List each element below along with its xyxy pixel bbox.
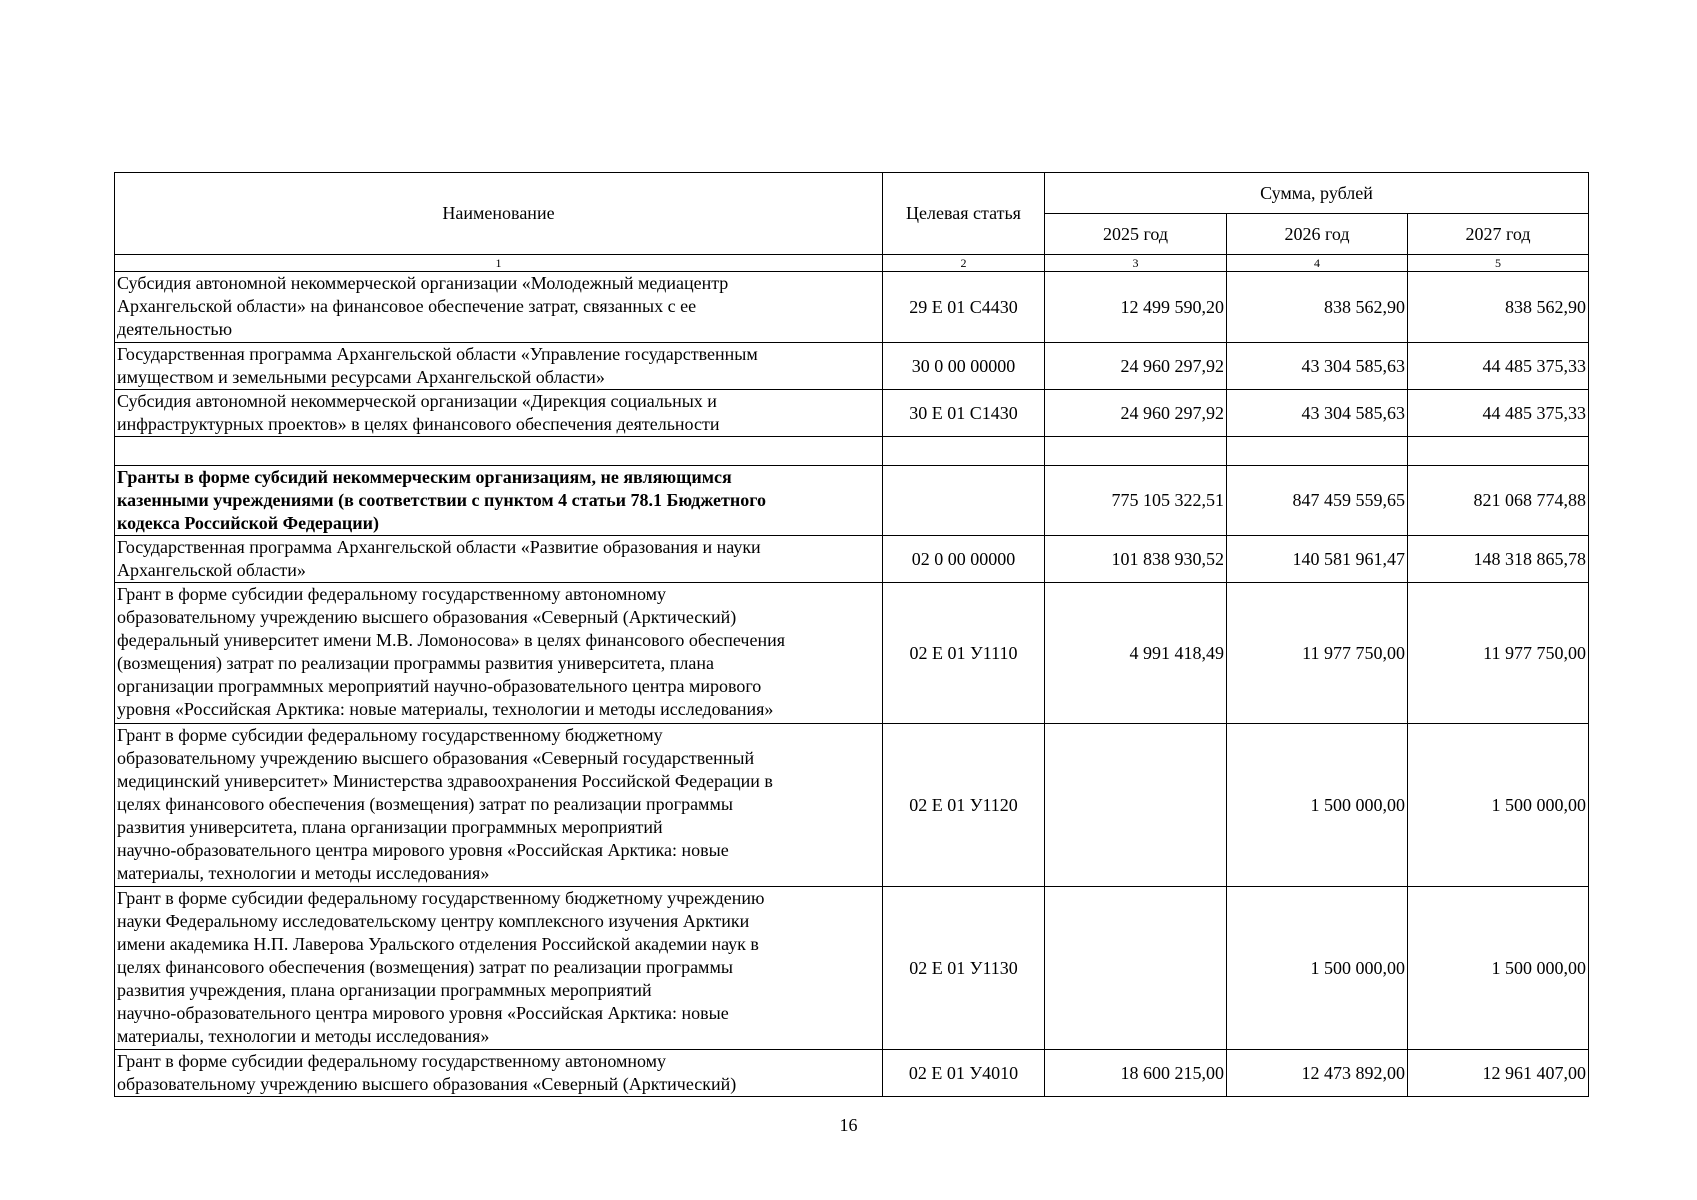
- row-amount-2026: 12 473 892,00: [1227, 1050, 1408, 1097]
- table-row: [115, 466, 1589, 536]
- row-name-line: кодекса Российской Федерации): [117, 513, 380, 533]
- column-number: 5: [1408, 255, 1589, 272]
- row-amount-2027: 12 961 407,00: [1408, 1050, 1589, 1097]
- row-name-line: Архангельской области» на финансовое обеспечение затрат, связанных с ее: [117, 296, 697, 316]
- row-amount-2027: 1 500 000,00: [1408, 887, 1589, 1050]
- row-amount-2026: 43 304 585,63: [1227, 390, 1408, 437]
- row-amount-2025: 775 105 322,51: [1045, 466, 1227, 536]
- column-number-row: [115, 255, 1589, 272]
- table-row-empty: [115, 437, 1589, 466]
- table-row: [115, 536, 1589, 583]
- row-amount-2025: 12 499 590,20: [1045, 272, 1227, 343]
- row-name: [115, 724, 883, 887]
- row-name-line: материалы, технологии и методы исследования»: [117, 863, 490, 883]
- row-name-line: имени академика Н.П. Лаверова Уральского отделения Российской академии наук в: [117, 934, 759, 954]
- header-year-2027: 2027 год: [1408, 214, 1589, 255]
- table-row: [115, 343, 1589, 390]
- row-name: [115, 466, 883, 536]
- budget-table: [114, 172, 1589, 1097]
- row-name-line: деятельностью: [117, 319, 233, 339]
- header-year-2025: 2025 год: [1045, 214, 1227, 255]
- row-name-line: Субсидия автономной некоммерческой организации «Молодежный медиацентр: [117, 273, 729, 293]
- row-name-line: Субсидия автономной некоммерческой организации «Дирекция социальных и: [117, 391, 717, 411]
- row-amount-2027: 44 485 375,33: [1408, 343, 1589, 390]
- row-amount-2027: 44 485 375,33: [1408, 390, 1589, 437]
- row-amount-2026: 1 500 000,00: [1227, 887, 1408, 1050]
- header-row-top: [115, 173, 1589, 214]
- row-name: [115, 343, 883, 390]
- row-amount-2025: [1045, 724, 1227, 887]
- row-name-line: Государственная программа Архангельской области «Управление государственным: [117, 344, 758, 364]
- row-amount-2027: 838 562,90: [1408, 272, 1589, 343]
- column-number: 4: [1227, 255, 1408, 272]
- row-code: 02 Е 01 У4010: [883, 1050, 1045, 1097]
- row-code: 02 Е 01 У1130: [883, 887, 1045, 1050]
- row-name-line: Государственная программа Архангельской области «Развитие образования и науки: [117, 537, 761, 557]
- row-name: [115, 390, 883, 437]
- row-name-line: Гранты в форме субсидий некоммерческим организациям, не являющимся: [117, 467, 732, 487]
- empty-cell: [1045, 437, 1227, 466]
- row-name-line: организации программных мероприятий научно-образовательного центра мирового: [117, 676, 762, 696]
- row-name-line: медицинский университет» Министерства здравоохранения Российской Федерации в: [117, 771, 773, 791]
- row-name-line: материалы, технологии и методы исследования»: [117, 1026, 490, 1046]
- row-amount-2025: 24 960 297,92: [1045, 343, 1227, 390]
- row-code: 02 Е 01 У1110: [883, 583, 1045, 724]
- row-name-line: инфраструктурных проектов» в целях финансового обеспечения деятельности: [117, 414, 720, 434]
- table-row: [115, 724, 1589, 887]
- empty-cell: [1408, 437, 1589, 466]
- header-sum: Сумма, рублей: [1045, 173, 1589, 214]
- row-code: 30 0 00 00000: [883, 343, 1045, 390]
- row-amount-2027: 148 318 865,78: [1408, 536, 1589, 583]
- row-name-line: казенными учреждениями (в соответствии с пунктом 4 статьи 78.1 Бюджетного: [117, 490, 766, 510]
- row-name-line: целях финансового обеспечения (возмещения) затрат по реализации программы: [117, 794, 733, 814]
- row-name-line: научно-образовательного центра мирового уровня «Российская Арктика: новые: [117, 840, 729, 860]
- row-code: 02 0 00 00000: [883, 536, 1045, 583]
- column-number: 1: [115, 255, 883, 272]
- empty-cell: [883, 437, 1045, 466]
- row-name-line: развития университета, плана организации программных мероприятий: [117, 817, 663, 837]
- row-code: [883, 466, 1045, 536]
- row-name-line: образовательному учреждению высшего образования «Северный (Арктический): [117, 607, 737, 627]
- row-name: [115, 583, 883, 724]
- row-name-line: (возмещения) затрат по реализации программы развития университета, плана: [117, 653, 715, 673]
- row-amount-2025: 24 960 297,92: [1045, 390, 1227, 437]
- row-name-line: образовательному учреждению высшего образования «Северный (Арктический): [117, 1074, 737, 1094]
- row-name-line: уровня «Российская Арктика: новые материалы, технологии и методы исследования»: [117, 699, 774, 719]
- column-number: 3: [1045, 255, 1227, 272]
- row-name-line: Грант в форме субсидии федеральному государственному автономному: [117, 584, 667, 604]
- row-amount-2027: 1 500 000,00: [1408, 724, 1589, 887]
- row-amount-2027: 821 068 774,88: [1408, 466, 1589, 536]
- row-name-line: имуществом и земельными ресурсами Архангельской области»: [117, 367, 605, 387]
- row-amount-2025: 18 600 215,00: [1045, 1050, 1227, 1097]
- row-name-line: развития учреждения, плана организации программных мероприятий: [117, 980, 652, 1000]
- row-amount-2025: [1045, 887, 1227, 1050]
- column-number: 2: [883, 255, 1045, 272]
- row-name-line: целях финансового обеспечения (возмещения) затрат по реализации программы: [117, 957, 733, 977]
- row-amount-2026: 140 581 961,47: [1227, 536, 1408, 583]
- empty-cell: [115, 437, 883, 466]
- row-code: 29 Е 01 С4430: [883, 272, 1045, 343]
- row-amount-2026: 847 459 559,65: [1227, 466, 1408, 536]
- table-row: [115, 272, 1589, 343]
- row-code: 30 Е 01 С1430: [883, 390, 1045, 437]
- row-name-line: Грант в форме субсидии федеральному государственному бюджетному учреждению: [117, 888, 765, 908]
- row-name-line: образовательному учреждению высшего образования «Северный государственный: [117, 748, 755, 768]
- row-amount-2025: 4 991 418,49: [1045, 583, 1227, 724]
- table-row: [115, 1050, 1589, 1097]
- header-name: Наименование: [115, 173, 883, 255]
- row-name: [115, 1050, 883, 1097]
- row-name-line: федеральный университет имени М.В. Ломоносова» в целях финансового обеспечения: [117, 630, 786, 650]
- row-name: [115, 887, 883, 1050]
- header-code: Целевая статья: [883, 173, 1045, 255]
- row-name: [115, 536, 883, 583]
- row-name-line: Архангельской области»: [117, 560, 306, 580]
- row-amount-2026: 11 977 750,00: [1227, 583, 1408, 724]
- row-amount-2025: 101 838 930,52: [1045, 536, 1227, 583]
- empty-cell: [1227, 437, 1408, 466]
- table-body: [115, 272, 1589, 1097]
- row-code: 02 Е 01 У1120: [883, 724, 1045, 887]
- row-name: [115, 272, 883, 343]
- row-name-line: науки Федеральному исследовательскому центру комплексного изучения Арктики: [117, 911, 750, 931]
- table-row: [115, 583, 1589, 724]
- row-amount-2026: 43 304 585,63: [1227, 343, 1408, 390]
- header-year-2026: 2026 год: [1227, 214, 1408, 255]
- row-name-line: Грант в форме субсидии федеральному государственному бюджетному: [117, 725, 663, 745]
- row-name-line: научно-образовательного центра мирового уровня «Российская Арктика: новые: [117, 1003, 729, 1023]
- row-amount-2026: 1 500 000,00: [1227, 724, 1408, 887]
- row-amount-2026: 838 562,90: [1227, 272, 1408, 343]
- table-row: [115, 887, 1589, 1050]
- table-row: [115, 390, 1589, 437]
- row-amount-2027: 11 977 750,00: [1408, 583, 1589, 724]
- page-number: 16: [839, 1115, 858, 1135]
- row-name-line: Грант в форме субсидии федеральному государственному автономному: [117, 1051, 667, 1071]
